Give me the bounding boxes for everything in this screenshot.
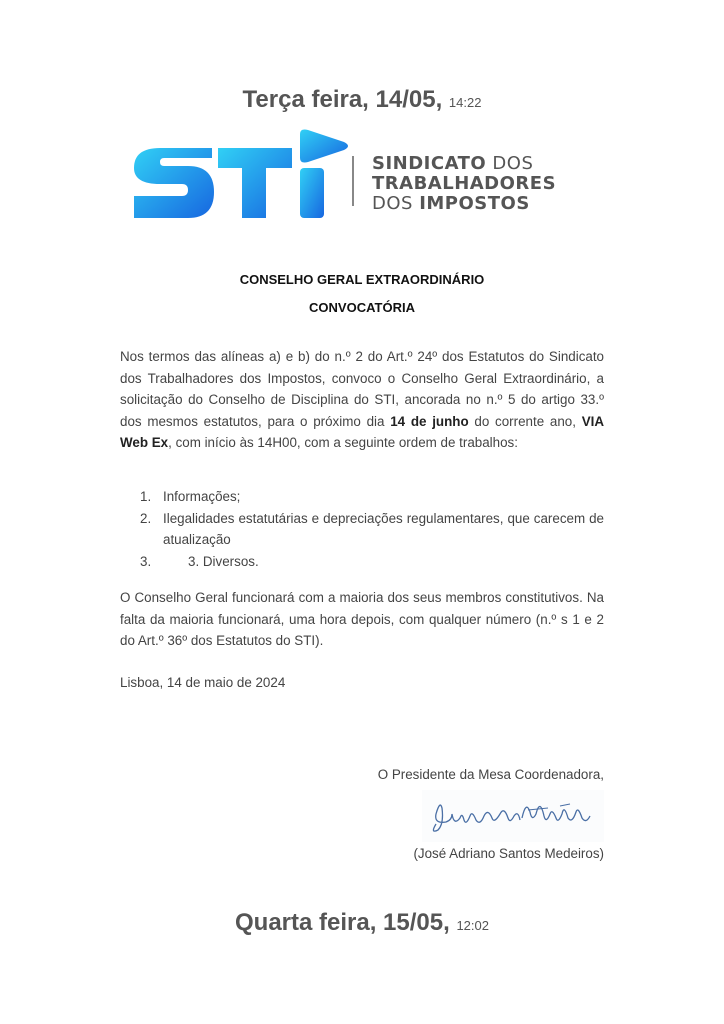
footer-date xyxy=(0,909,724,937)
logo-wordmark xyxy=(372,154,556,214)
footer-day: Quarta feira, 15/05, xyxy=(235,909,450,936)
header-day: Terça feira, 14/05, xyxy=(242,86,443,113)
agenda-number: 1. xyxy=(140,489,152,504)
logo-line3-light: DOS xyxy=(372,193,420,214)
agenda-list xyxy=(120,486,604,572)
intro-part3: , com início às 14H00, com a seguinte ordem de trabalhos: xyxy=(168,435,518,450)
place-and-date: Lisboa, 14 de maio de 2024 xyxy=(120,675,286,690)
intro-part2: do corrente ano, xyxy=(468,413,582,429)
intro-platform-bold: VIA Web Ex xyxy=(120,413,605,450)
header-date xyxy=(0,86,724,114)
signature-scribble xyxy=(422,790,604,842)
closing-paragraph: O Conselho Geral funcionará com a maioria dos seus membros constitutivos. Na falta da maioria funcionará, uma hora depois, com qualquer número (n.º s 1 e 2 do Art.º 36º dos Estatutos do STI). xyxy=(120,590,604,648)
logo-divider xyxy=(352,156,354,206)
signatory-name: (José Adriano Santos Medeiros) xyxy=(413,846,604,861)
agenda-number: 2. xyxy=(140,510,152,526)
document-subtitle: CONVOCATÓRIA xyxy=(309,300,415,315)
sti-logo-mark xyxy=(130,126,352,226)
intro-part1: Nos termos das alíneas a) e b) do n.º 2 do Art.º 24º dos Estatutos do Sindicato dos Trabalhadores dos Impostos, convoco o Conselho Geral Extraordinário, a solicitação do Conselho de Disciplina do STI, ancorada no n.º 5 do artigo 33.º dos mesmos estatutos, para o próximo dia xyxy=(120,349,604,429)
signatory-role: O Presidente da Mesa Coordenadora, xyxy=(377,767,604,782)
sti-logo xyxy=(130,126,600,226)
header-time: 14:22 xyxy=(448,95,482,110)
document-title: CONSELHO GERAL EXTRAORDINÁRIO xyxy=(239,272,485,287)
footer-time: 12:02 xyxy=(456,918,489,933)
logo-line3-bold: IMPOSTOS xyxy=(419,193,530,214)
logo-line2-bold: TRABALHADORES xyxy=(372,173,557,194)
intro-date-bold: 14 de junho xyxy=(390,413,469,429)
list-item xyxy=(120,551,604,573)
agenda-text: Informações; xyxy=(163,489,241,504)
list-item xyxy=(120,486,604,508)
list-item xyxy=(120,508,604,551)
agenda-text: 3. Diversos. xyxy=(188,553,259,569)
handwritten-signature xyxy=(422,790,604,842)
logo-line1-light: DOS xyxy=(486,153,534,174)
intro-paragraph xyxy=(120,346,604,454)
logo-line1-bold: SINDICATO xyxy=(372,153,487,174)
agenda-number: 3. xyxy=(140,553,152,569)
agenda-text: Ilegalidades estatutárias e depreciações regulamentares, que carecem de atualização xyxy=(163,510,604,547)
